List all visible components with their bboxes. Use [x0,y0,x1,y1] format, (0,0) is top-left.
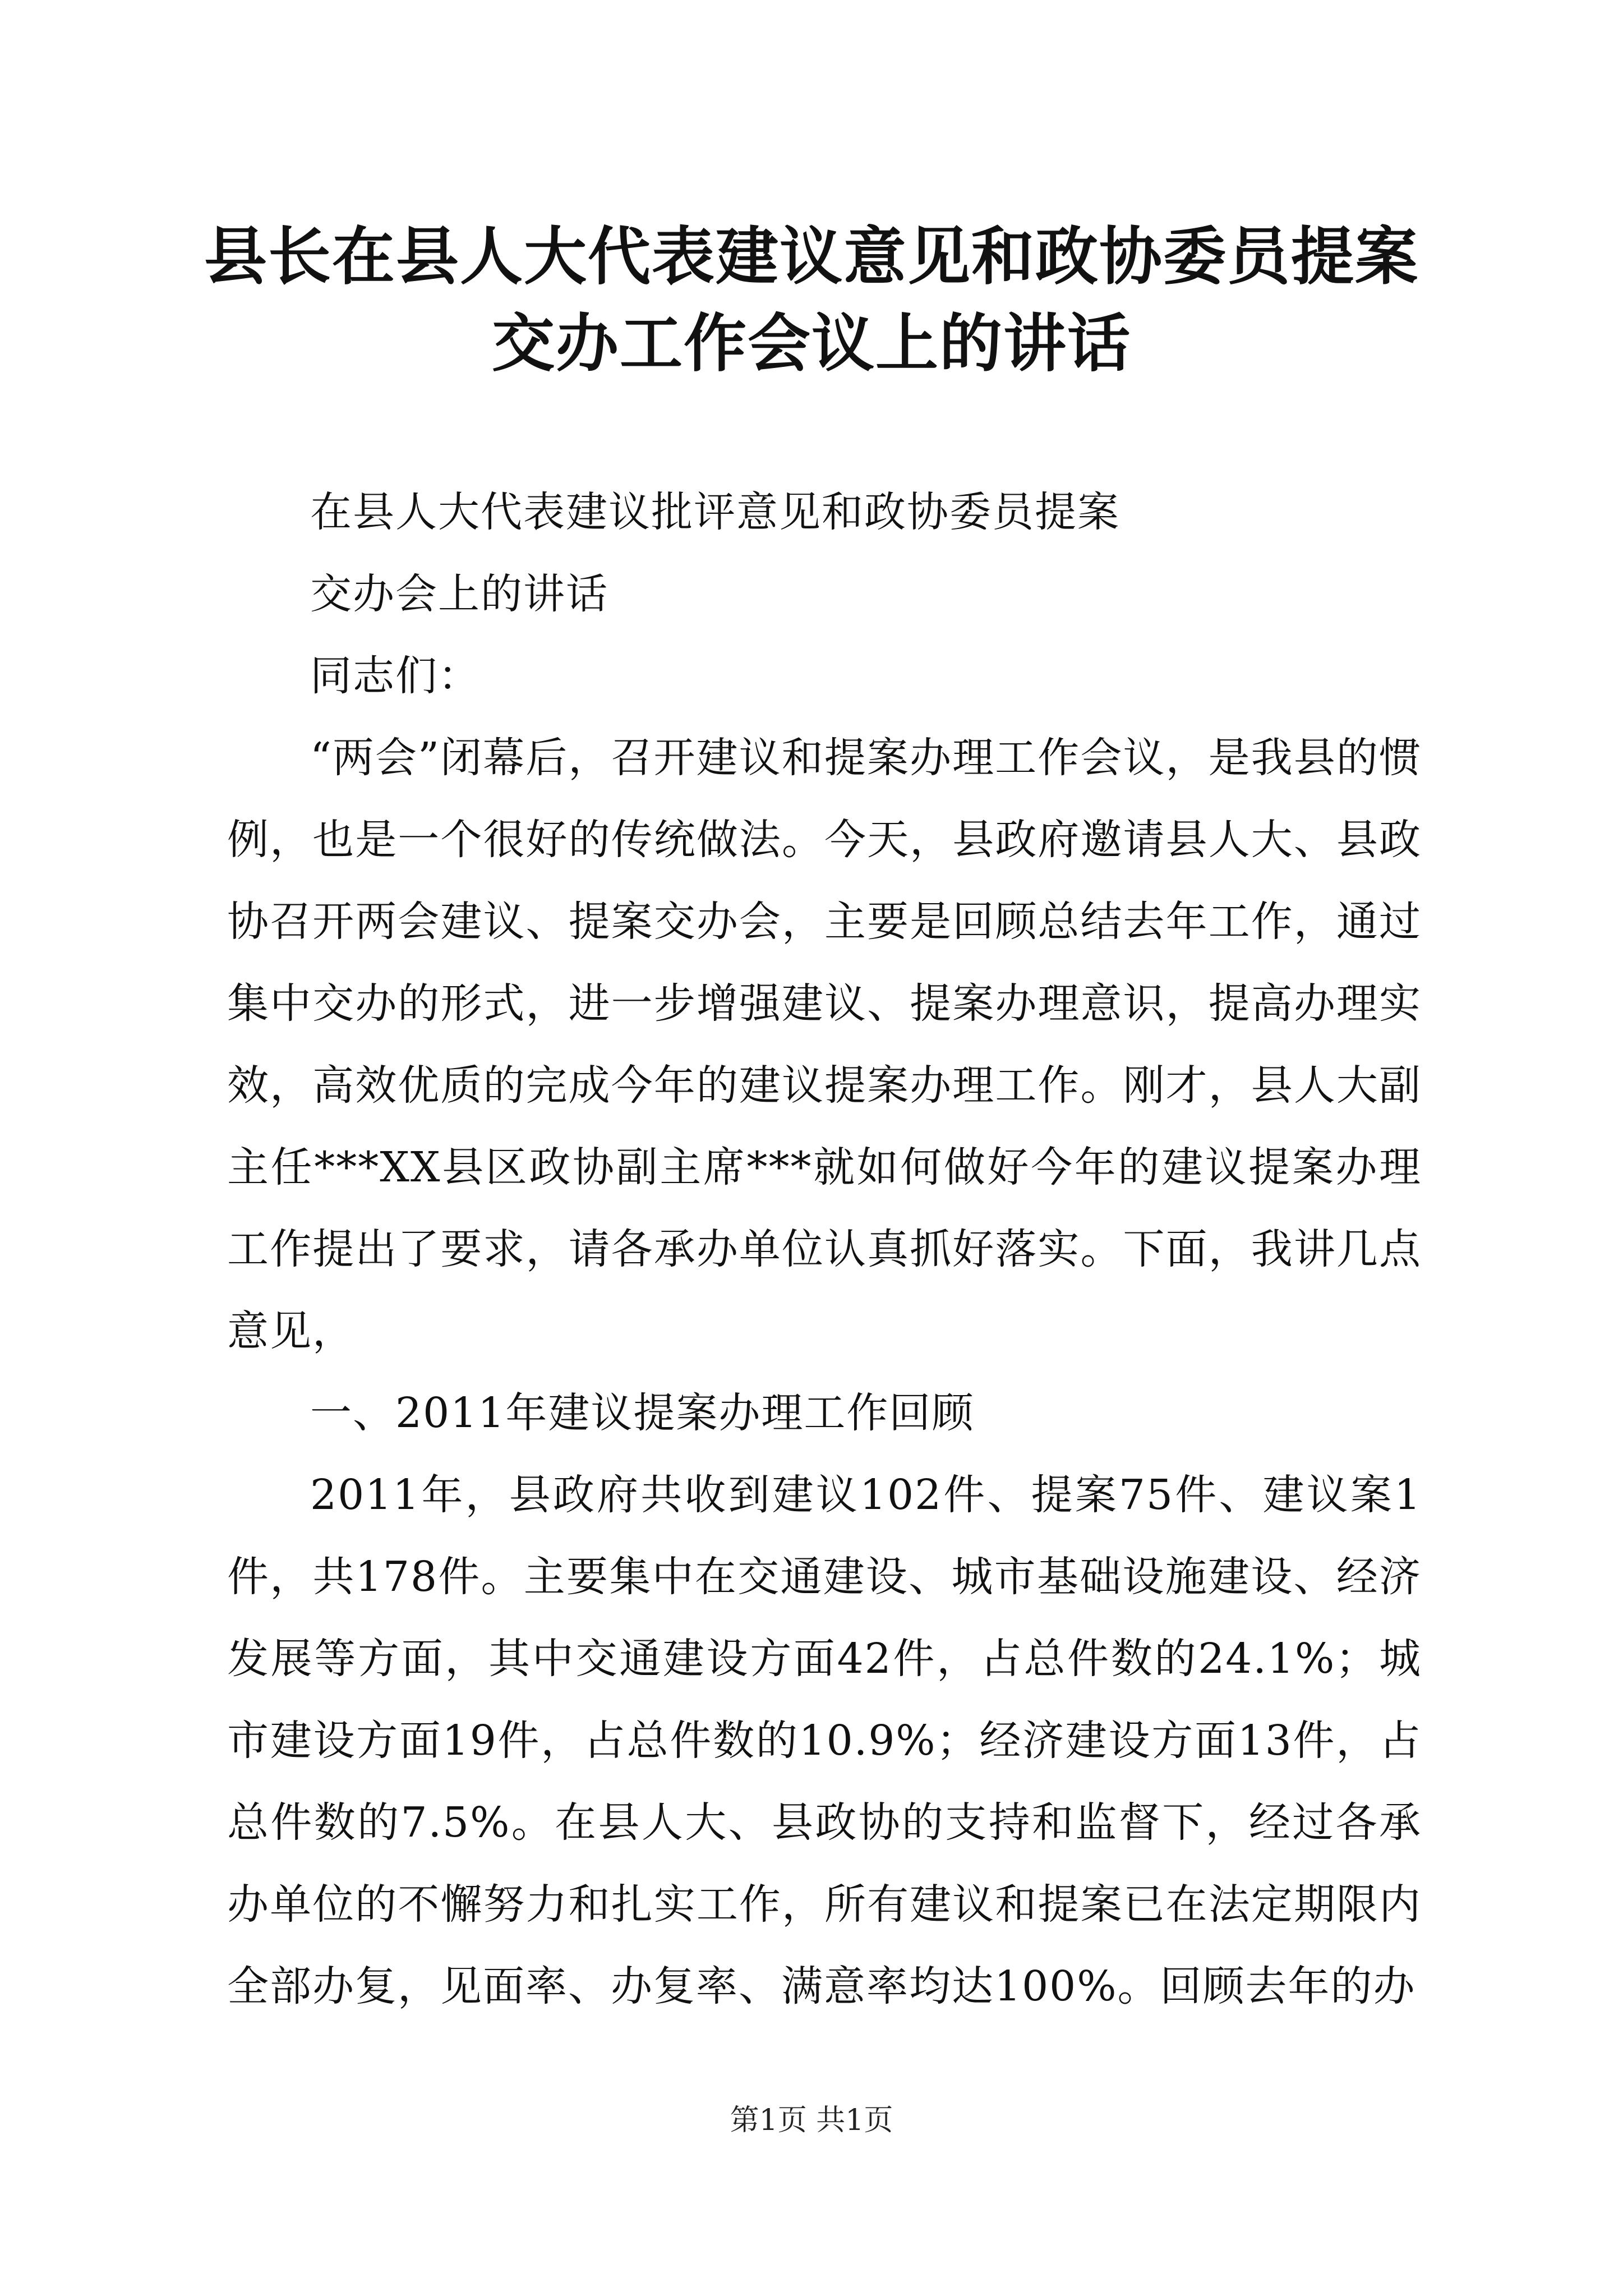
document-body [227,471,1422,2027]
section-heading-review: 一、2011年建议提案办理工作回顾 [310,1389,975,1437]
paragraph-salutation: 同志们： [310,652,481,700]
paragraph-subtitle-line-2: 交办会上的讲话 [310,570,608,618]
paragraph-review: 2011年，县政府共收到建议102件、提案75件、建议案1件，共178件。主要集中在交通建设、城市基础设施建设、经济发展等方面，其中交通建设方面42件，占总件数的24.1%；城市建设方面19件，占总件数的10.9%；经济建设方面13件，占总件数的7.5%。在县人大、县政协的支持和监督下，经过各承办单位的不懈努力和扎实工作，所有建议和提案已在法定期限内全部办复，见面率、办复率、满意率均达100%。回顾去年的办 [227,1471,1422,2010]
document-title: 县长在县人大代表建议意见和政协委员提案交办工作会议上的讲话 [204,220,1419,380]
paragraph-subtitle-line-1: 在县人大代表建议批评意见和政协委员提案 [310,488,1120,536]
page-number-footer: 第1页 共1页 [730,2104,893,2137]
paragraph-intro: “两会”闭幕后，召开建议和提案办理工作会议，是我县的惯例，也是一个很好的传统做法。今天，县政府邀请县人大、县政协召开两会建议、提案交办会，主要是回顾总结去年工作，通过集中交办的形式，进一步增强建议、提案办理意识，提高办理实效，高效优质的完成今年的建议提案办理工作。刚才，县人大副主任***XX县区政协副主席***就如何做好今年的建议提案办理工作提出了要求，请各承办单位认真抓好落实。下面，我讲几点意见， [227,734,1422,1355]
